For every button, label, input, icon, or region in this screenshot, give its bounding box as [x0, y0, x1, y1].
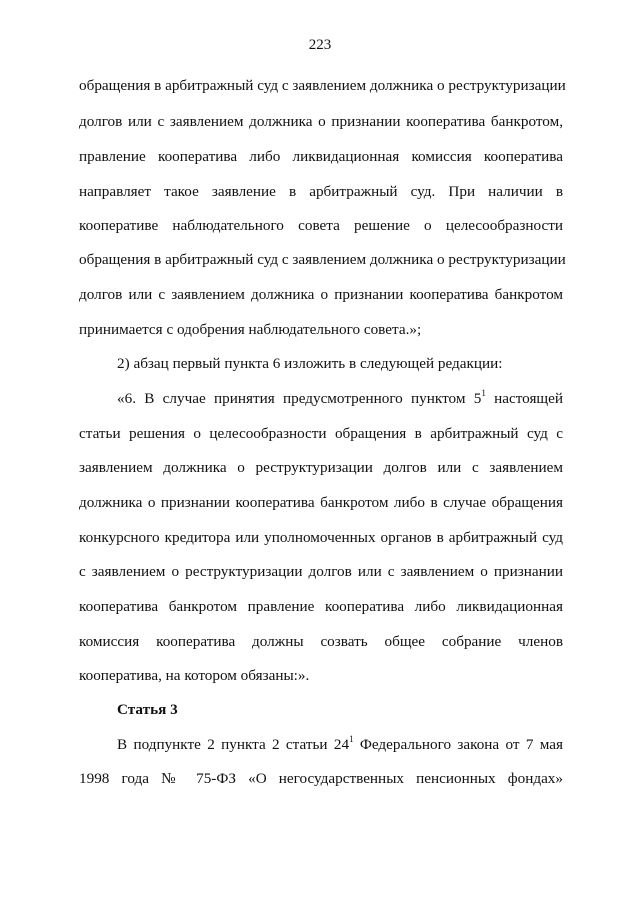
text-line: принимается с одобрения наблюдательного совета.»; — [79, 321, 422, 338]
text-fragment: «6. В случае принятия предусмотренного пунктом 5 — [117, 390, 482, 407]
text-line: кооперативе наблюдательного совета решение о целесообразности — [79, 217, 563, 234]
text-line: долгов или с заявлением должника о признании кооператива банкротом — [79, 286, 563, 303]
text-line: 2) абзац первый пункта 6 изложить в следующей редакции: — [117, 355, 503, 372]
text-line: обращения в арбитражный суд с заявлением должника о реструктуризации — [79, 251, 566, 268]
text-line: с заявлением о реструктуризации долгов или с заявлением о признании — [79, 563, 563, 580]
text-line: статьи решения о целесообразности обращения в арбитражный суд с — [79, 425, 563, 442]
text-line: кооператива, на котором обязаны:». — [79, 667, 310, 684]
text-line: комиссия кооператива должны созвать общее собрание членов — [79, 633, 563, 650]
text-line: конкурсного кредитора или уполномоченных органов в арбитражный суд — [79, 529, 563, 546]
article-heading: Статья 3 — [117, 701, 178, 718]
text-line: 1998 года № 75-ФЗ «О негосударственных пенсионных фондах» — [79, 770, 563, 787]
text-line: заявлением должника о реструктуризации долгов или с заявлением — [79, 459, 563, 476]
text-line: долгов или с заявлением должника о признании кооператива банкротом, — [79, 113, 563, 130]
text-line: кооператива банкротом правление кооператива либо ликвидационная — [79, 598, 563, 615]
text-line — [117, 389, 563, 409]
superscript: 1 — [349, 733, 354, 744]
text-fragment: В подпункте 2 пункта 2 статьи 24 — [117, 736, 350, 753]
superscript: 1 — [481, 387, 486, 398]
text-line: должника о признании кооператива банкротом либо в случае обращения — [79, 494, 563, 511]
text-fragment: Федерального закона от 7 мая — [353, 736, 563, 753]
text-line: направляет такое заявление в арбитражный суд. При наличии в — [79, 183, 563, 200]
text-line — [117, 735, 563, 755]
page-number: 223 — [308, 37, 332, 53]
text-fragment: настоящей — [485, 390, 563, 407]
text-line: обращения в арбитражный суд с заявлением должника о реструктуризации — [79, 77, 566, 94]
text-line: правление кооператива либо ликвидационная комиссия кооператива — [79, 148, 563, 165]
